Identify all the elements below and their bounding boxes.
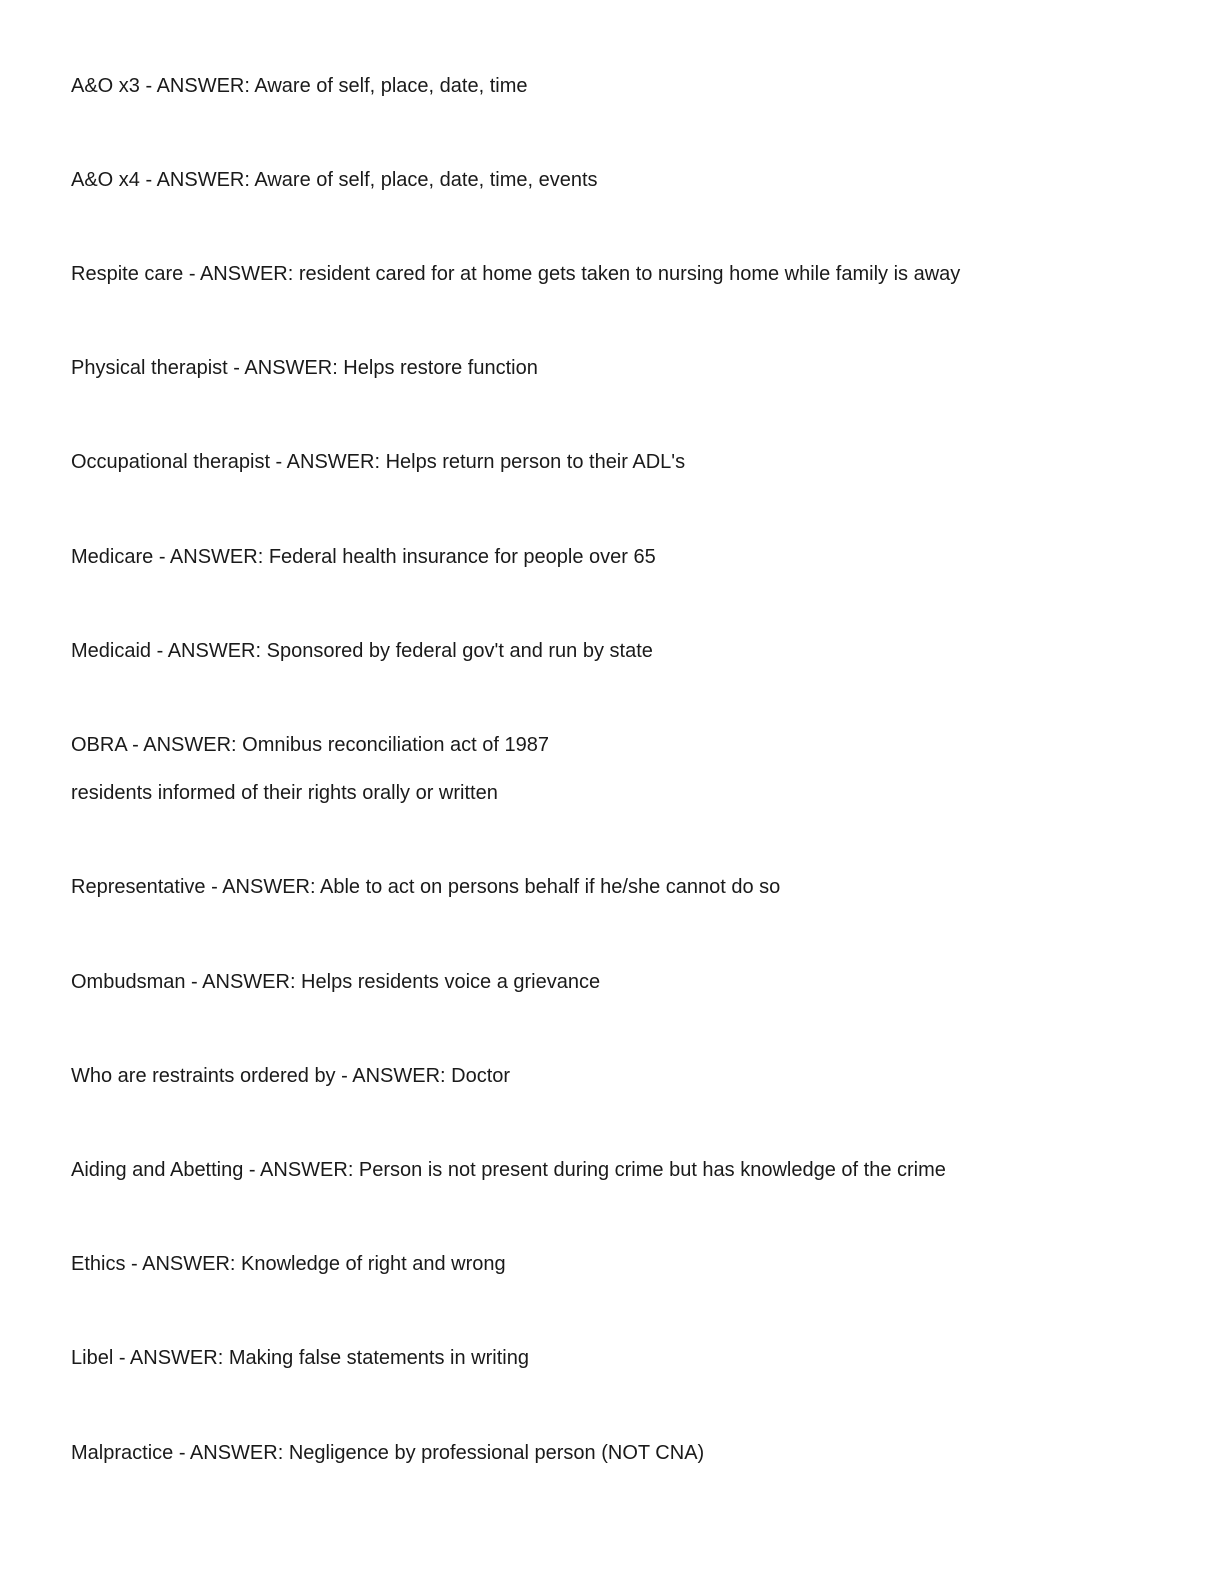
qa-entry — [71, 262, 1151, 286]
qa-text: Ombudsman - ANSWER: Helps residents voice a grievance — [71, 971, 601, 993]
qa-entry — [71, 733, 1151, 805]
qa-entry — [71, 875, 1151, 899]
qa-text: A&O x3 - ANSWER: Aware of self, place, date, time — [71, 75, 528, 97]
qa-entry — [71, 168, 1151, 192]
qa-text: Ethics - ANSWER: Knowledge of right and wrong — [71, 1253, 506, 1275]
qa-text: Aiding and Abetting - ANSWER: Person is not present during crime but has knowledge of the crime — [71, 1159, 946, 1181]
qa-entry — [71, 1252, 1151, 1276]
qa-entry — [71, 1441, 1151, 1465]
qa-continuation-text: residents informed of their rights orally or written — [71, 782, 498, 804]
qa-entry — [71, 1158, 1151, 1182]
qa-entry — [71, 74, 1151, 98]
qa-entry — [71, 639, 1151, 663]
qa-text: A&O x4 - ANSWER: Aware of self, place, date, time, events — [71, 169, 598, 191]
qa-text: Medicaid - ANSWER: Sponsored by federal gov't and run by state — [71, 640, 653, 662]
qa-entry — [71, 1064, 1151, 1088]
qa-entry — [71, 970, 1151, 994]
qa-text: Malpractice - ANSWER: Negligence by professional person (NOT CNA) — [71, 1442, 705, 1464]
qa-entry — [71, 545, 1151, 569]
qa-entry — [71, 450, 1151, 474]
qa-entry — [71, 356, 1151, 380]
qa-text: Who are restraints ordered by - ANSWER: Doctor — [71, 1065, 511, 1087]
qa-text: Medicare - ANSWER: Federal health insurance for people over 65 — [71, 546, 656, 568]
qa-text: Representative - ANSWER: Able to act on persons behalf if he/she cannot do so — [71, 876, 781, 898]
qa-text: Physical therapist - ANSWER: Helps restore function — [71, 357, 538, 379]
qa-text: OBRA - ANSWER: Omnibus reconciliation act of 1987 — [71, 734, 549, 756]
qa-text: Libel - ANSWER: Making false statements in writing — [71, 1347, 529, 1369]
qa-entry — [71, 1346, 1151, 1370]
qa-text: Occupational therapist - ANSWER: Helps return person to their ADL's — [71, 451, 686, 473]
qa-text: Respite care - ANSWER: resident cared for at home gets taken to nursing home while family is away — [71, 263, 961, 285]
